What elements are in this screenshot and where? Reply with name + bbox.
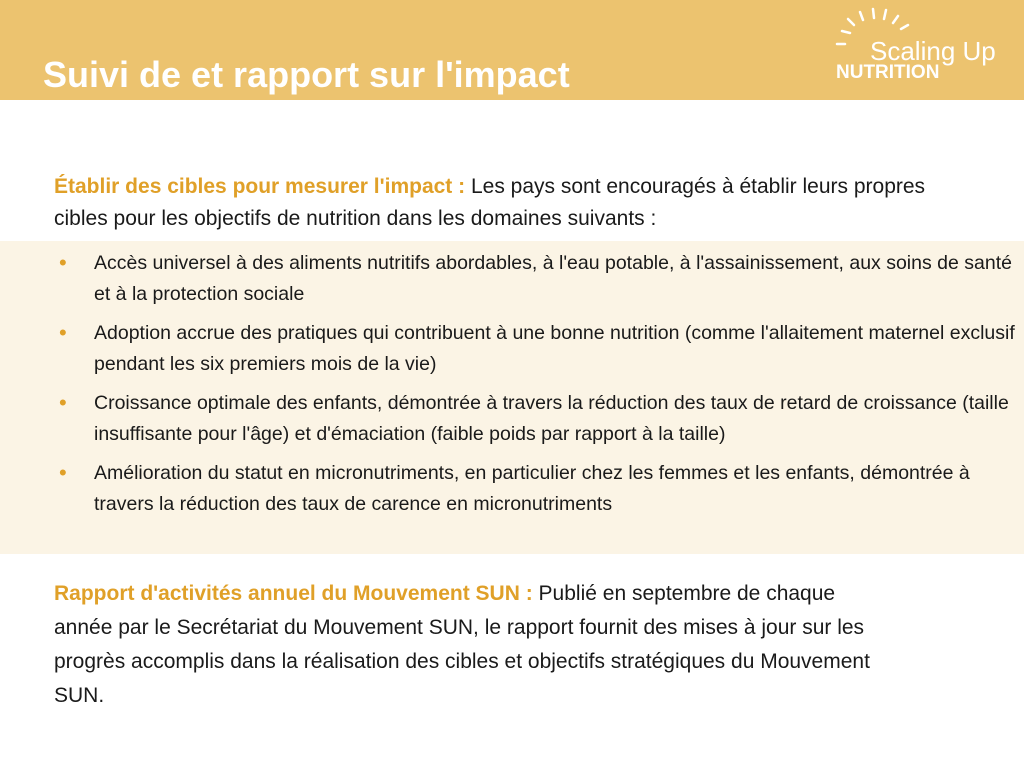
logo-nutrition-text: NUTRITION [836, 62, 940, 83]
bullet-marker: • [59, 460, 67, 485]
list-item-text: Amélioration du statut en micronutriments, en particulier chez les femmes et les enfants, démontrée à travers la réduction des taux de carence en micronutriments [94, 462, 970, 515]
list-item-text: Croissance optimale des enfants, démontrée à travers la réduction des taux de retard de croissance (taille insuffisante pour l'âge) et d'émaciation (faible poids par rapport à la taille) [94, 392, 1009, 445]
bullet-marker: • [59, 320, 67, 345]
list-item [56, 458, 1016, 519]
list-item-text: Accès universel à des aliments nutritifs abordables, à l'eau potable, à l'assainissement, aux soins de santé et à la protection sociale [94, 252, 1012, 305]
bullet-marker: • [59, 390, 67, 415]
list-item [56, 248, 1016, 309]
list-item [56, 318, 1016, 379]
intro-paragraph [54, 171, 984, 235]
intro-body: Les pays sont encouragés à établir leurs propres cibles pour les objectifs de nutrition dans les domaines suivants : [54, 175, 926, 230]
impact-domains-list [56, 248, 1016, 528]
header-bar [0, 0, 1024, 100]
list-item [56, 388, 1016, 449]
list-item-text: Adoption accrue des pratiques qui contribuent à une bonne nutrition (comme l'allaitement maternel exclusif pendant les six premiers mois de la vie) [94, 322, 1015, 375]
logo-scaling-up-text: Scaling Up [870, 36, 996, 66]
intro-heading: Établir des cibles pour mesurer l'impact : [54, 175, 466, 198]
report-body: Publié en septembre de chaque année par le Secrétariat du Mouvement SUN, le rapport fournit des mises à jour sur les progrès accomplis dans la réalisation des cibles et objectifs stratégiques du Mouvement SUN. [54, 582, 870, 707]
report-paragraph [54, 577, 884, 713]
page-title: Suivi de et rapport sur l'impact [43, 54, 570, 95]
scaling-up-nutrition-logo [834, 6, 1018, 86]
report-heading: Rapport d'activités annuel du Mouvement SUN : [54, 582, 533, 605]
bullet-marker: • [59, 250, 67, 275]
